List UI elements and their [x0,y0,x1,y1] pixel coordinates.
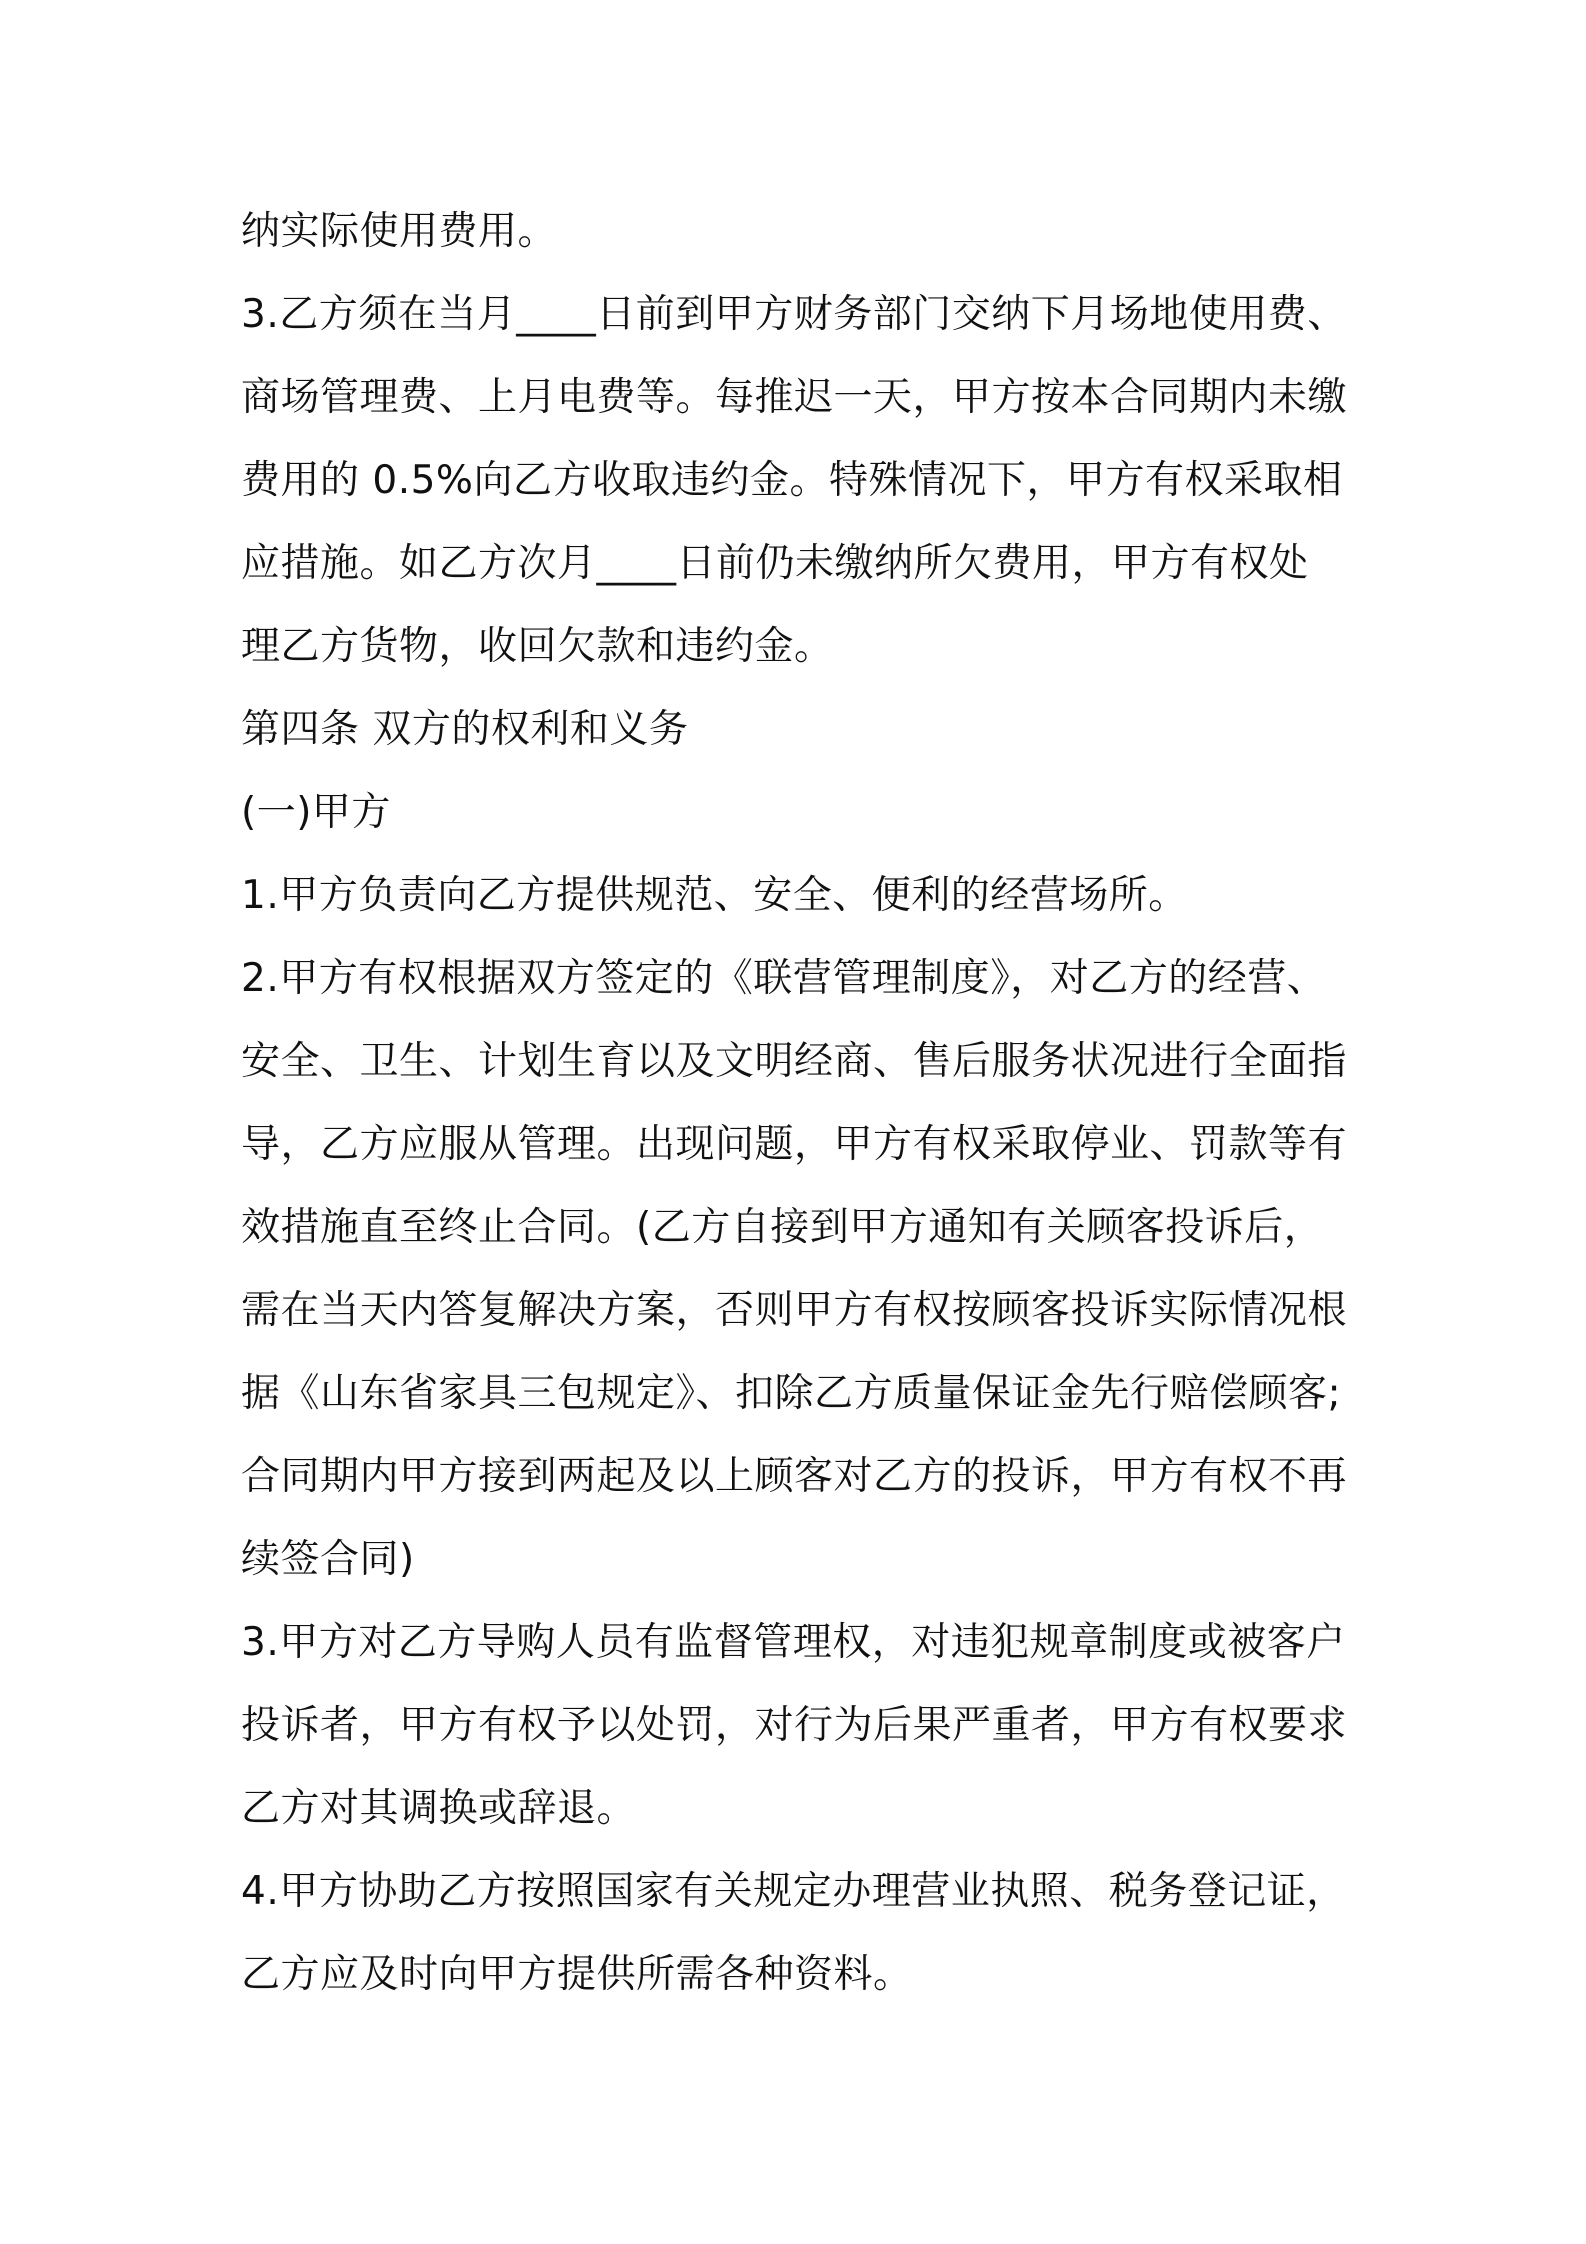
text-line: 据《山东省家具三包规定》、扣除乙方质量保证金先行赔偿顾客; [241,1371,1342,1416]
text-line: 2.甲方有权根据双方签定的《联营管理制度》，对乙方的经营、 [241,956,1327,1001]
text-line: 需在当天内答复解决方案，否则甲方有权按顾客投诉实际情况根 [241,1288,1348,1333]
subsection-heading: (一)甲方 [241,790,391,835]
text-line: 1.甲方负责向乙方提供规范、安全、便利的经营场所。 [241,873,1188,918]
text-line: 纳实际使用费用。 [241,209,558,254]
text-line: 乙方对其调换或辞退。 [241,1786,637,1831]
text-line: 效措施直至终止合同。(乙方自接到甲方通知有关顾客投诉后， [241,1205,1324,1250]
text-line: 应措施。如乙方次月____日前仍未缴纳所欠费用，甲方有权处 [241,541,1309,586]
text-line: 合同期内甲方接到两起及以上顾客对乙方的投诉，甲方有权不再 [241,1454,1348,1499]
section-heading: 第四条 双方的权利和义务 [241,707,689,752]
text-line: 理乙方货物，收回欠款和违约金。 [241,624,834,669]
text-line: 商场管理费、上月电费等。每推迟一天，甲方按本合同期内未缴 [241,375,1348,420]
text-line: 投诉者，甲方有权予以处罚，对行为后果严重者，甲方有权要求 [241,1703,1348,1748]
text-line: 3.乙方须在当月____日前到甲方财务部门交纳下月场地使用费、 [241,292,1347,337]
text-line: 3.甲方对乙方导购人员有监督管理权，对违犯规章制度或被客户 [241,1620,1346,1665]
contract-text [241,190,1361,2016]
text-line: 安全、卫生、计划生育以及文明经商、售后服务状况进行全面指 [241,1039,1348,1084]
text-line: 费用的 0.5%向乙方收取违约金。特殊情况下，甲方有权采取相 [241,458,1343,503]
text-line: 导，乙方应服从管理。出现问题，甲方有权采取停业、罚款等有 [241,1122,1348,1167]
text-line: 4.甲方协助乙方按照国家有关规定办理营业执照、税务登记证， [241,1869,1346,1914]
text-line: 续签合同) [241,1537,415,1582]
text-line: 乙方应及时向甲方提供所需各种资料。 [241,1952,913,1997]
